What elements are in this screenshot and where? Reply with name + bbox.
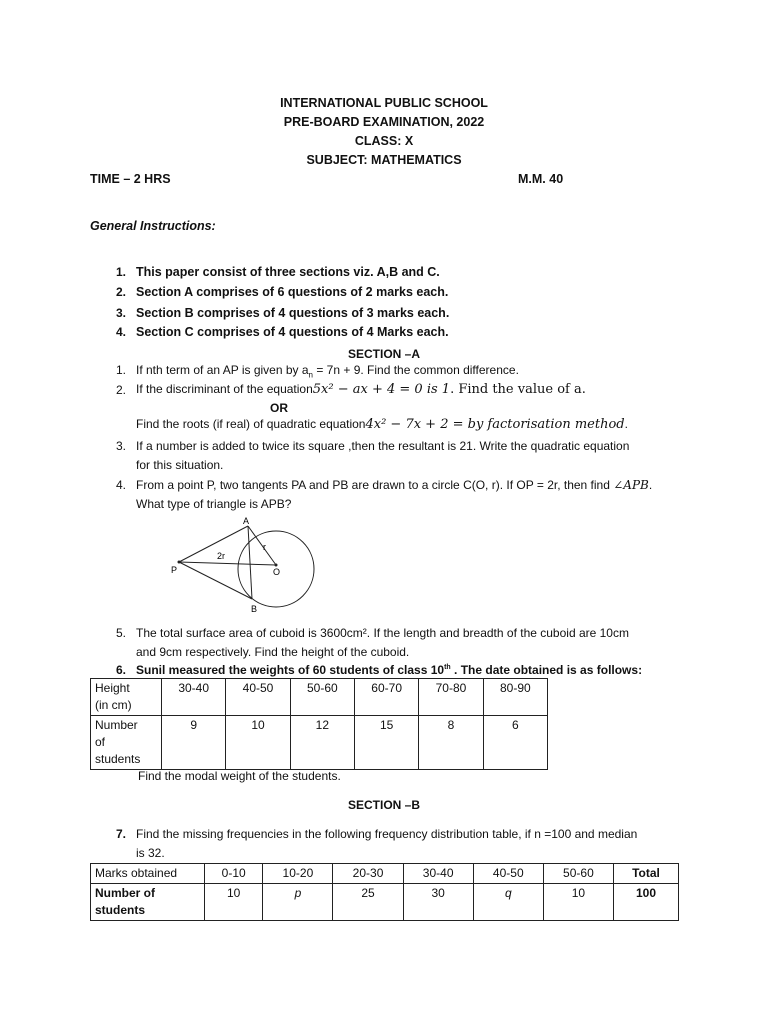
or-separator: OR: [270, 401, 288, 415]
question-1-text-b: = 7n + 9. Find the common difference.: [313, 363, 519, 377]
question-2-tail: . Find the value of a.: [450, 382, 586, 397]
instruction-text: Section B comprises of 4 questions of 3 marks each.: [136, 306, 450, 320]
table-cell: 70-80: [419, 679, 483, 716]
table-row: [91, 716, 548, 770]
time-label: TIME – 2 HRS: [90, 172, 171, 186]
question-4-angle: ∠APB: [613, 478, 649, 492]
section-b-title: SECTION –B: [347, 798, 420, 812]
table-cell: 10: [543, 884, 613, 921]
table-cell: 80-90: [483, 679, 547, 716]
label-p: P: [171, 565, 178, 575]
question-2-alternative: [136, 417, 628, 432]
table-cell: 40-50: [473, 864, 543, 884]
question-number: 4.: [115, 478, 126, 492]
table-cell: 8: [419, 716, 483, 770]
question-3-line-1: If a number is added to twice its square ,then the resultant is 21. Write the quadratic equation: [136, 439, 630, 453]
question-5-line-2: and 9cm respectively. Find the height of the cuboid.: [136, 645, 410, 659]
table-cell: 0-10: [205, 864, 263, 884]
question-1: [136, 363, 519, 379]
label-2r: 2r: [217, 551, 226, 561]
question-6-text: Sunil measured the weights of 60 students of class 10: [136, 663, 445, 677]
question-5-line-1: The total surface area of cuboid is 3600cm². If the length and breadth of the cuboid are 10cm: [136, 626, 629, 640]
school-name: INTERNATIONAL PUBLIC SCHOOL: [280, 96, 488, 110]
table-label-line: Height: [95, 681, 130, 695]
instruction-text: Section A comprises of 6 questions of 2 marks each.: [136, 285, 449, 299]
question-7-line-1: Find the missing frequencies in the following frequency distribution table, if n =100 and median: [136, 827, 638, 841]
tangent-figure: [160, 515, 320, 615]
table-cell: p: [263, 884, 333, 921]
question-number: 3.: [115, 439, 126, 453]
question-4-line-1: [136, 478, 652, 492]
label-o: O: [273, 567, 281, 577]
question-6: [136, 663, 642, 677]
section-a-title: SECTION –A: [347, 347, 420, 361]
table-cell: 40-50: [226, 679, 290, 716]
table-cell: 50-60: [290, 679, 354, 716]
instruction-number: 3.: [115, 306, 126, 320]
line-po: [179, 562, 276, 565]
instruction-text: Section C comprises of 4 questions of 4 Marks each.: [136, 325, 449, 339]
question-4-line-2: What type of triangle is APB?: [136, 497, 292, 511]
table-cell: 10: [205, 884, 263, 921]
table-cell: 30-40: [403, 864, 473, 884]
question-2: [136, 382, 586, 397]
question-2-text: If the discriminant of the equation: [136, 382, 313, 396]
chord-ab: [248, 526, 252, 599]
instruction-number: 1.: [115, 265, 126, 279]
question-number: 1.: [115, 363, 126, 377]
subject-label: SUBJECT: MATHEMATICS: [306, 153, 462, 167]
table-row: [91, 864, 679, 884]
table-cell: 50-60: [543, 864, 613, 884]
label-a: A: [243, 516, 250, 526]
instructions-heading: General Instructions:: [90, 219, 216, 233]
question-2-alt-text: Find the roots (if real) of quadratic equation: [136, 417, 366, 431]
question-6-instruction: Find the modal weight of the students.: [138, 769, 341, 783]
table-cell: 20-30: [333, 864, 403, 884]
max-marks-label: M.M. 40: [518, 172, 564, 186]
height-distribution-table: [90, 678, 548, 770]
table-label-line: students: [95, 752, 141, 766]
tangent-pa-line: [179, 526, 248, 562]
question-number: 5.: [115, 626, 126, 640]
table-label-line: Number of: [95, 886, 155, 900]
table-cell: 25: [333, 884, 403, 921]
table-cell-total: Total: [613, 864, 678, 884]
table-cell: 30-40: [162, 679, 226, 716]
instruction-number: 4.: [115, 325, 126, 339]
table-cell: 12: [290, 716, 354, 770]
exam-title: PRE-BOARD EXAMINATION, 2022: [283, 115, 485, 129]
label-b: B: [251, 604, 258, 614]
table-cell: 10-20: [263, 864, 333, 884]
table-cell-total: 100: [613, 884, 678, 921]
question-3-line-2: for this situation.: [136, 458, 224, 472]
table-row: [91, 884, 679, 921]
label-r: r: [263, 542, 266, 552]
table-cell: 15: [354, 716, 418, 770]
question-1-text-a: If nth term of an AP is given by a: [136, 363, 309, 377]
question-2-equation: 5x² − ax + 4 = 0 is 1: [312, 382, 451, 397]
question-4-text: From a point P, two tangents PA and PB are drawn to a circle C(O, r). If OP = 2r, then find: [136, 478, 610, 492]
point-p-dot: [178, 561, 181, 564]
question-number: 2.: [115, 383, 126, 397]
table-row-label: [91, 716, 162, 770]
tangent-pb-line: [179, 562, 252, 599]
table-cell: 30: [403, 884, 473, 921]
table-label-line: of: [95, 735, 106, 749]
table-cell: 6: [483, 716, 547, 770]
question-4-tail: .: [648, 478, 653, 492]
table-label-line: students: [95, 903, 146, 917]
instruction-text: This paper consist of three sections viz. A,B and C.: [136, 265, 440, 279]
question-7-line-2: is 32.: [136, 846, 165, 860]
table-cell: 10: [226, 716, 290, 770]
table-cell: 9: [162, 716, 226, 770]
question-1-subscript: n: [308, 370, 313, 380]
question-2-alt-tail: .: [624, 417, 628, 431]
table-row-label: [91, 679, 162, 716]
table-row: [91, 679, 548, 716]
instruction-number: 2.: [115, 285, 126, 299]
table-cell: 60-70: [354, 679, 418, 716]
class-label: CLASS: X: [354, 134, 414, 148]
question-6-tail: . The date obtained is as follows:: [450, 663, 643, 677]
question-number: 7.: [115, 827, 126, 841]
question-6-superscript: th: [444, 664, 451, 671]
question-number: 6.: [115, 663, 126, 677]
table-cell: q: [473, 884, 543, 921]
table-row-label: [91, 884, 205, 921]
question-2-alt-equation: 4x² − 7x + 2 = by factorisation method: [365, 417, 625, 432]
table-row-label: Marks obtained: [91, 864, 205, 884]
radius-oa: [248, 526, 276, 565]
table-label-line: Number: [95, 718, 138, 732]
marks-frequency-table: [90, 863, 679, 921]
table-label-line: (in cm): [95, 698, 132, 712]
